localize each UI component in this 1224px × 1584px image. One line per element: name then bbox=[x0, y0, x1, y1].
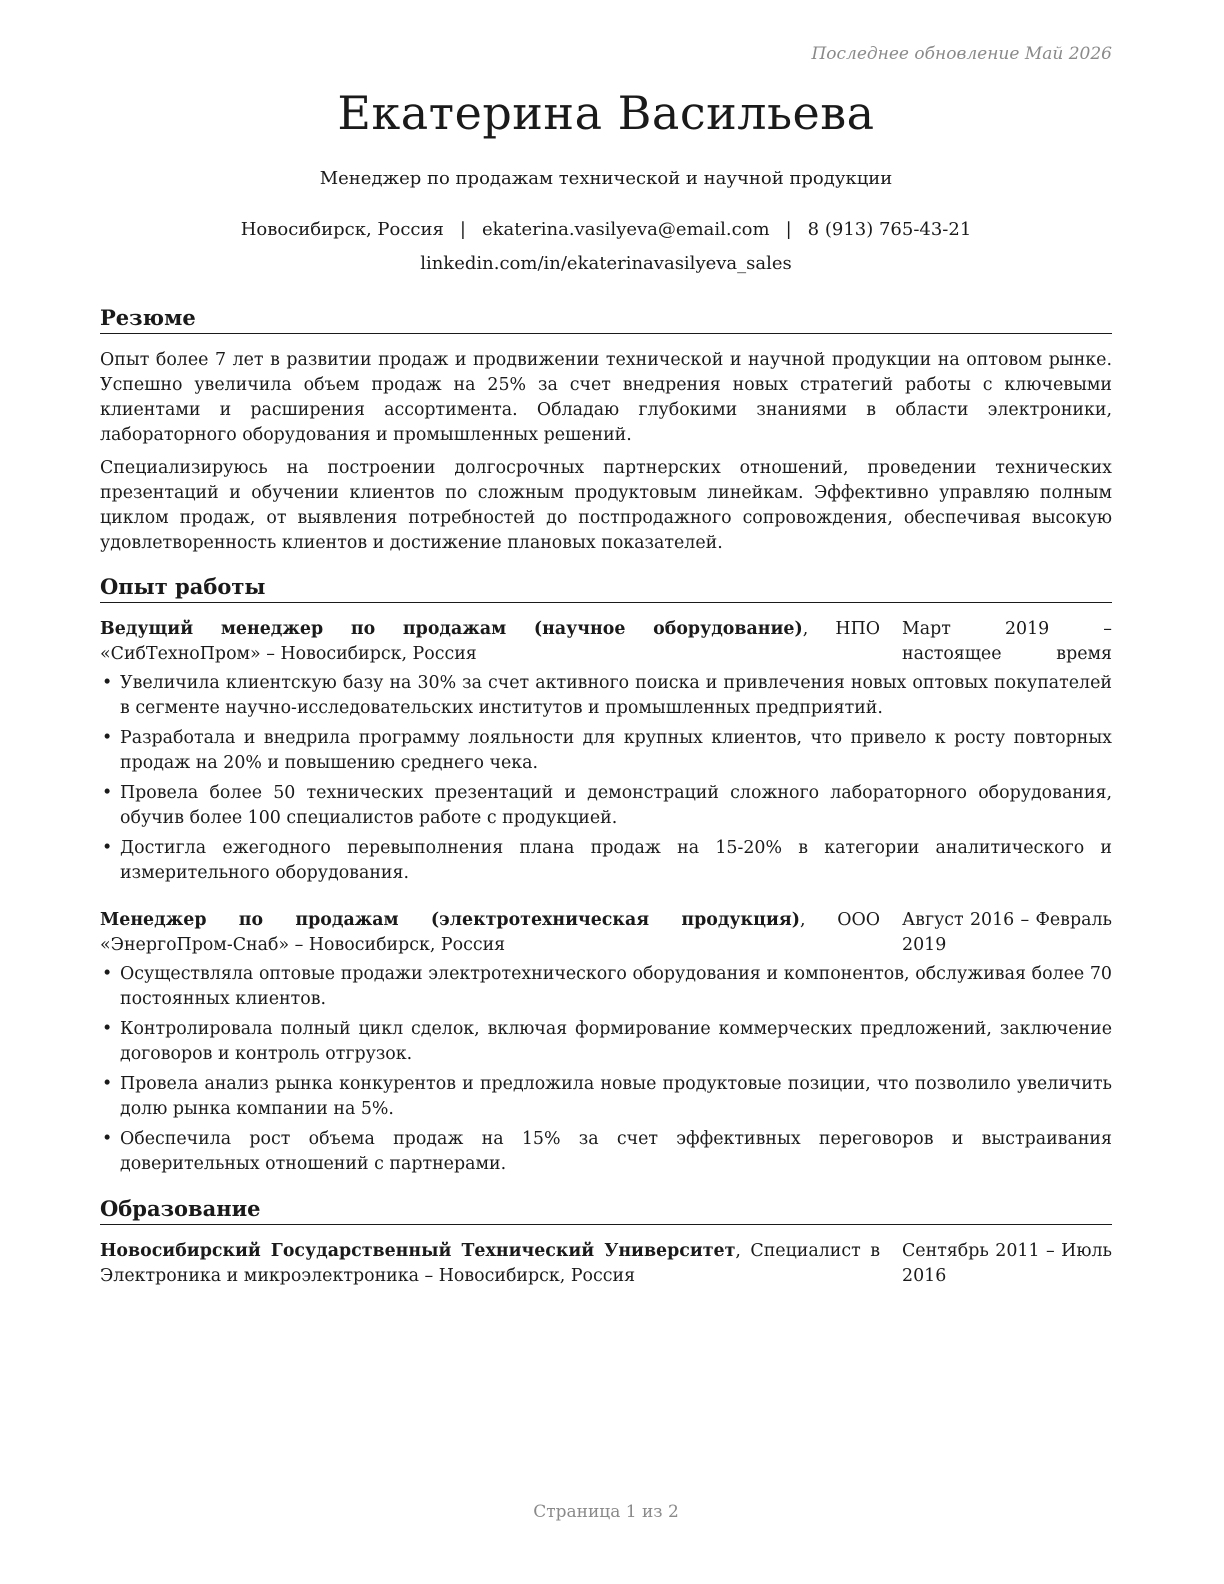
list-item: • Осуществляла оптовые продажи электротехнического оборудования и компонентов, обслуживая более 70 постоянных клиентов. bbox=[102, 964, 1112, 1009]
bullet-icon: • bbox=[102, 783, 113, 803]
candidate-title: Менеджер по продажам технической и научной продукции bbox=[319, 168, 893, 189]
summary-section bbox=[100, 304, 1112, 556]
summary-paragraph: Опыт более 7 лет в развитии продаж и продвижении технической и научной продукции на оптовом рынке. Успешно увеличила объем продаж на 25% за счет внедрения новых стратегий работы с ключевыми клиентами и расширения ассортимента. Обладаю глубокими знаниями в области электроники, лабораторного оборудования и промышленных решений. bbox=[100, 350, 1112, 445]
bullet-icon: • bbox=[102, 1129, 113, 1149]
job-company: , ООО «ЭнергоПром-Снаб» – Новосибирск, Россия bbox=[100, 910, 880, 955]
job-company: , НПО «СибТехноПром» – Новосибирск, Россия bbox=[100, 619, 880, 664]
candidate-name: Екатерина Васильева bbox=[337, 86, 875, 140]
linkedin-link[interactable]: linkedin.com/in/ekaterinavasilyeva_sales bbox=[420, 253, 792, 274]
summary-paragraph: Специализируюсь на построении долгосрочных партнерских отношений, проведении технических презентаций и обучении клиентов по сложным продуктовым линейкам. Эффективно управляю полным циклом продаж, от выявления потребностей до постпродажного сопровождения, обеспечивая высокую удовлетворенность клиентов и достижение плановых показателей. bbox=[100, 458, 1112, 553]
bullet-icon: • bbox=[102, 728, 113, 748]
job-achievements bbox=[100, 962, 1112, 1177]
separator: | bbox=[459, 219, 466, 240]
job-entry bbox=[100, 908, 1112, 1177]
list-item: • Достигла ежегодного перевыполнения плана продаж на 15-20% в категории аналитического и измерительного оборудования. bbox=[102, 838, 1112, 883]
job-dates: Март 2019 – настоящее время bbox=[902, 619, 1112, 664]
page-number: Страница 1 из 2 bbox=[533, 1502, 679, 1522]
list-item: • Разработала и внедрила программу лояльности для крупных клиентов, что привело к росту повторных продаж на 20% и повышению среднего чека. bbox=[102, 728, 1112, 773]
list-item: • Обеспечила рост объема продаж на 15% за счет эффективных переговоров и выстраивания доверительных отношений с партнерами. bbox=[102, 1129, 1112, 1174]
bullet-icon: • bbox=[102, 838, 113, 858]
section-title: Резюме bbox=[100, 304, 1112, 334]
degree: , Специалист в Электроника и микроэлектроника – Новосибирск, Россия bbox=[100, 1241, 880, 1286]
list-item: • Увеличила клиентскую базу на 30% за счет активного поиска и привлечения новых оптовых покупателей в сегменте научно-исследовательских институтов и промышленных предприятий. bbox=[102, 673, 1112, 718]
section-title: Опыт работы bbox=[100, 573, 1112, 603]
job-dates: Август 2016 – Февраль 2019 bbox=[902, 910, 1112, 955]
education-dates: Сентябрь 2011 – Июль 2016 bbox=[902, 1241, 1112, 1286]
section-title: Образование bbox=[100, 1195, 1112, 1225]
job-position: Ведущий менеджер по продажам (научное оборудование) bbox=[100, 619, 803, 639]
phone: 8 (913) 765-43-21 bbox=[807, 219, 972, 240]
education-section bbox=[100, 1195, 1112, 1289]
list-item: • Провела анализ рынка конкурентов и предложила новые продуктовые позиции, что позволило увеличить долю рынка компании на 5%. bbox=[102, 1074, 1112, 1119]
job-achievements bbox=[100, 671, 1112, 886]
job-header bbox=[100, 908, 1112, 958]
education-header bbox=[100, 1239, 1112, 1289]
experience-section bbox=[100, 573, 1112, 1182]
job-position: Менеджер по продажам (электротехническая продукция) bbox=[100, 910, 800, 930]
job-header bbox=[100, 617, 1112, 667]
institution: Новосибирский Государственный Технический Университет bbox=[100, 1241, 736, 1261]
bullet-icon: • bbox=[102, 673, 113, 693]
bullet-icon: • bbox=[102, 1019, 113, 1039]
job-entry bbox=[100, 617, 1112, 886]
contact-line bbox=[100, 219, 1112, 240]
list-item: • Контролировала полный цикл сделок, включая формирование коммерческих предложений, заключение договоров и контроль отгрузок. bbox=[102, 1019, 1112, 1064]
bullet-icon: • bbox=[102, 964, 113, 984]
email-link[interactable]: ekaterina.vasilyeva@email.com bbox=[481, 219, 770, 240]
last-updated: Последнее обновление Май 2026 bbox=[811, 44, 1112, 64]
list-item: • Провела более 50 технических презентаций и демонстраций сложного лабораторного оборудования, обучив более 100 специалистов работе с продукцией. bbox=[102, 783, 1112, 828]
location: Новосибирск, Россия bbox=[240, 219, 444, 240]
bullet-icon: • bbox=[102, 1074, 113, 1094]
education-entry bbox=[100, 1239, 1112, 1289]
resume-page bbox=[100, 0, 1112, 1584]
separator: | bbox=[785, 219, 792, 240]
